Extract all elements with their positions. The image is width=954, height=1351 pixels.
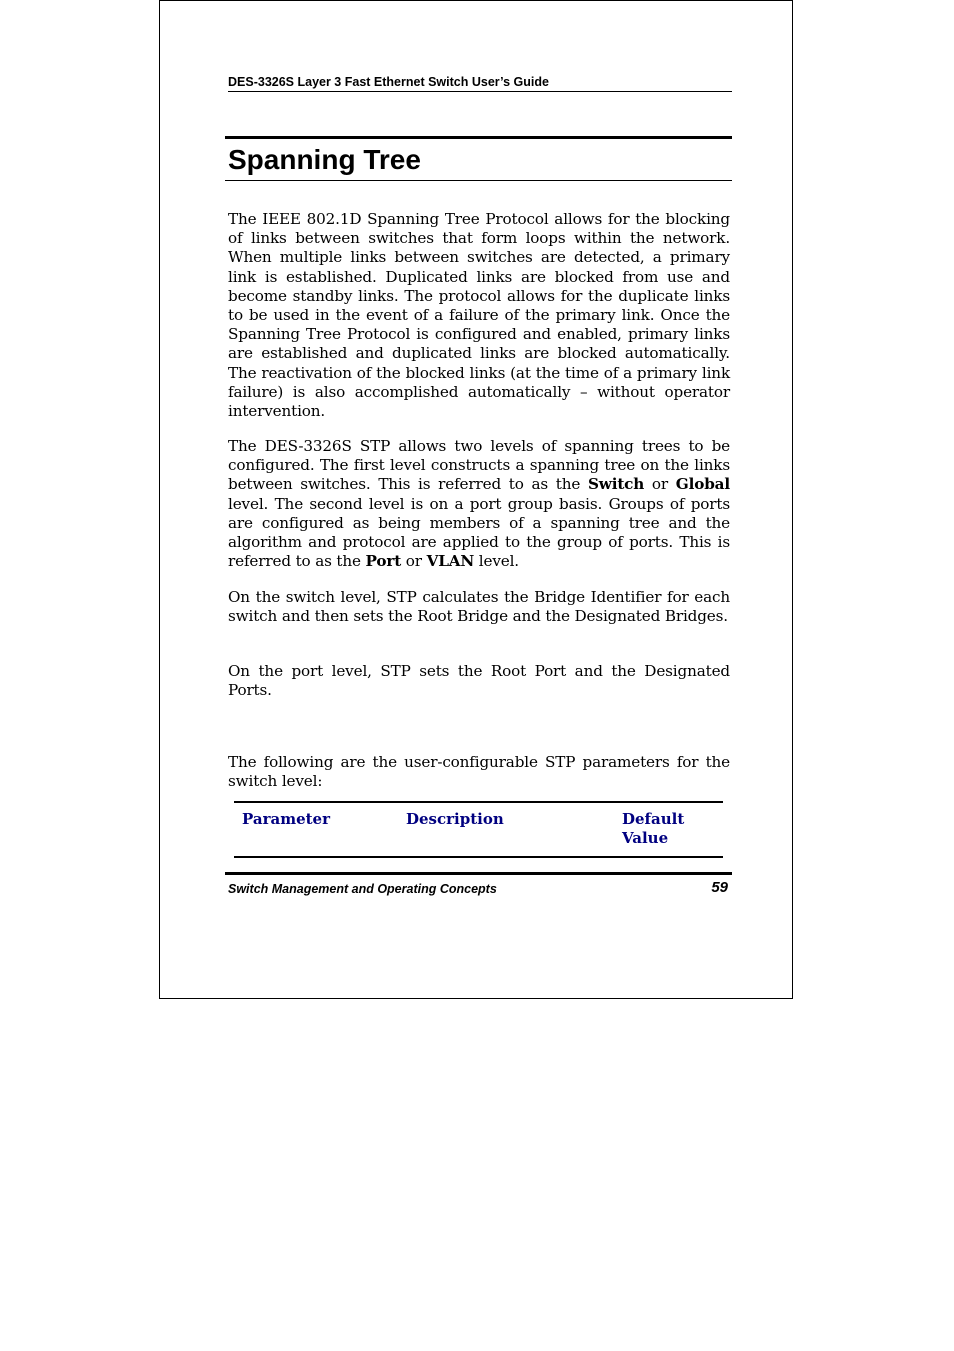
bold-term-global: Global [675,475,730,494]
parameter-table-header [234,801,723,858]
text-fragment: The DES-3326S STP allows two levels of spanning trees to be configured. The first level constructs a spanning tree on the links between switches. This is referred to as the [228,437,730,494]
title-rule-top [225,136,732,139]
bold-term-switch: Switch [587,475,645,494]
text-fragment: level. [474,552,519,571]
text-fragment: level. The second level is on a port group basis. Groups of ports are configured as being members of a spanning tree and the algorithm and protocol are applied to the group of ports. This is referred to as the [228,494,730,571]
column-header-parameter: Parameter [242,810,331,828]
text-fragment: or [644,475,676,494]
title-rule-bottom [225,180,732,181]
paragraph-port-level: On the port level, STP sets the Root Port and the Designated Ports. [228,662,730,700]
running-footer: Switch Management and Operating Concepts [228,882,497,896]
paragraph-stp-levels [228,437,730,571]
column-header-description: Description [406,810,504,828]
bold-term-port: Port [365,552,402,571]
column-header-default-value: Default Value [622,810,685,847]
footer-rule [225,872,732,875]
bold-term-vlan: VLAN [426,552,475,571]
text-fragment: or [401,552,427,571]
paragraph-stp-intro: The IEEE 802.1D Spanning Tree Protocol allows for the blocking of links between switches that form loops within the network. When multiple links between switches are detected, a primary link is established. Duplicated links are blocked from use and become standby links. The protocol allows for the duplicate links to be used in the event of a failure of the primary link. Once the Spanning Tree Protocol is configured and enabled, primary links are established and duplicated links are blocked automatically. The reactivation of the blocked links (at the time of a primary link failure) is also accomplished automatically – without operator intervention. [228,210,730,421]
page-title: Spanning Tree [228,144,421,175]
paragraph-table-intro: The following are the user-configurable STP parameters for the switch level: [228,753,730,791]
page-number: 59 [711,879,728,896]
running-header: DES-3326S Layer 3 Fast Ethernet Switch User’s Guide [228,74,732,92]
paragraph-switch-level: On the switch level, STP calculates the Bridge Identifier for each switch and then sets the Root Bridge and the Designated Bridges. [228,588,730,626]
